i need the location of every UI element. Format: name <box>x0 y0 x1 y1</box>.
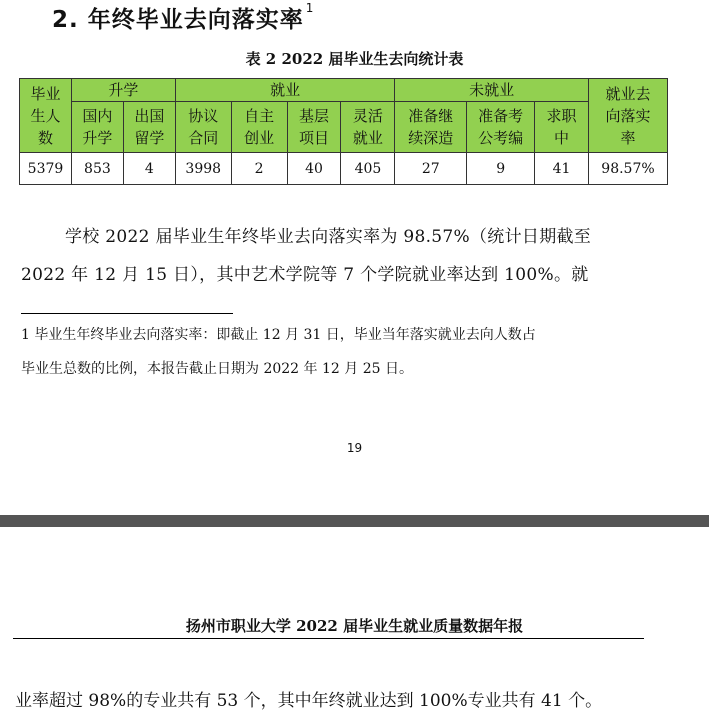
cell-contract: 3998 <box>175 153 231 185</box>
footnote-marker[interactable]: 1 <box>305 1 315 16</box>
header-further-exam: 准备继 续深造 <box>395 102 467 153</box>
footnote-line-1: 1 毕业生年终毕业去向落实率：即截止 12 月 31 日，毕业当年落实就业去向人数占 <box>21 327 536 343</box>
table-row <box>20 153 668 185</box>
header-grassroots: 基层 项目 <box>287 102 341 153</box>
header-divider <box>13 638 644 639</box>
running-header: 扬州市职业大学 2022 届毕业生就业质量数据年报 <box>185 617 524 635</box>
cell-further-exam: 27 <box>395 153 467 185</box>
cell-placement-rate: 98.57% <box>588 153 667 185</box>
cell-grassroots: 40 <box>287 153 341 185</box>
cell-civil-exam: 9 <box>467 153 535 185</box>
header-domestic-study: 国内 升学 <box>71 102 123 153</box>
section-heading <box>52 1 314 34</box>
footnote-divider <box>21 313 233 314</box>
graduate-destination-table <box>19 78 668 185</box>
header-employment: 就业 <box>175 79 395 102</box>
header-placement-rate: 就业去 向落实 率 <box>588 79 667 153</box>
cell-domestic-study: 853 <box>71 153 123 185</box>
header-unemployed: 未就业 <box>395 79 589 102</box>
footnote-line-2: 毕业生总数的比例，本报告截止日期为 2022 年 12 月 25 日。 <box>21 361 413 377</box>
page-number: 19 <box>346 441 363 455</box>
page-separator <box>0 515 709 527</box>
cell-graduates: 5379 <box>20 153 72 185</box>
header-civil-exam: 准备考 公考编 <box>467 102 535 153</box>
body-paragraph-line-1: 学校 2022 届毕业生年终毕业去向落实率为 98.57%（统计日期截至 <box>65 227 592 247</box>
header-graduates: 毕业 生人 数 <box>20 79 72 153</box>
body-paragraph-line-2: 2022 年 12 月 15 日），其中艺术学院等 7 个学院就业率达到 100%。就 <box>21 265 589 285</box>
section-heading-text: 2. 年终毕业去向落实率 <box>52 7 304 33</box>
header-job-seeking: 求职 中 <box>535 102 589 153</box>
cell-self-employed: 2 <box>231 153 287 185</box>
header-self-employed: 自主 创业 <box>231 102 287 153</box>
cell-flexible: 405 <box>341 153 395 185</box>
cell-job-seeking: 41 <box>535 153 589 185</box>
cell-study-abroad: 4 <box>123 153 175 185</box>
next-page-paragraph: 业率超过 98%的专业共有 53 个，其中年终就业达到 100%专业共有 41 个。 <box>15 691 603 711</box>
header-contract: 协议 合同 <box>175 102 231 153</box>
header-flexible: 灵活 就业 <box>341 102 395 153</box>
table-caption: 表 2 2022 届毕业生去向统计表 <box>245 50 464 68</box>
header-further-study: 升学 <box>71 79 175 102</box>
header-study-abroad: 出国 留学 <box>123 102 175 153</box>
